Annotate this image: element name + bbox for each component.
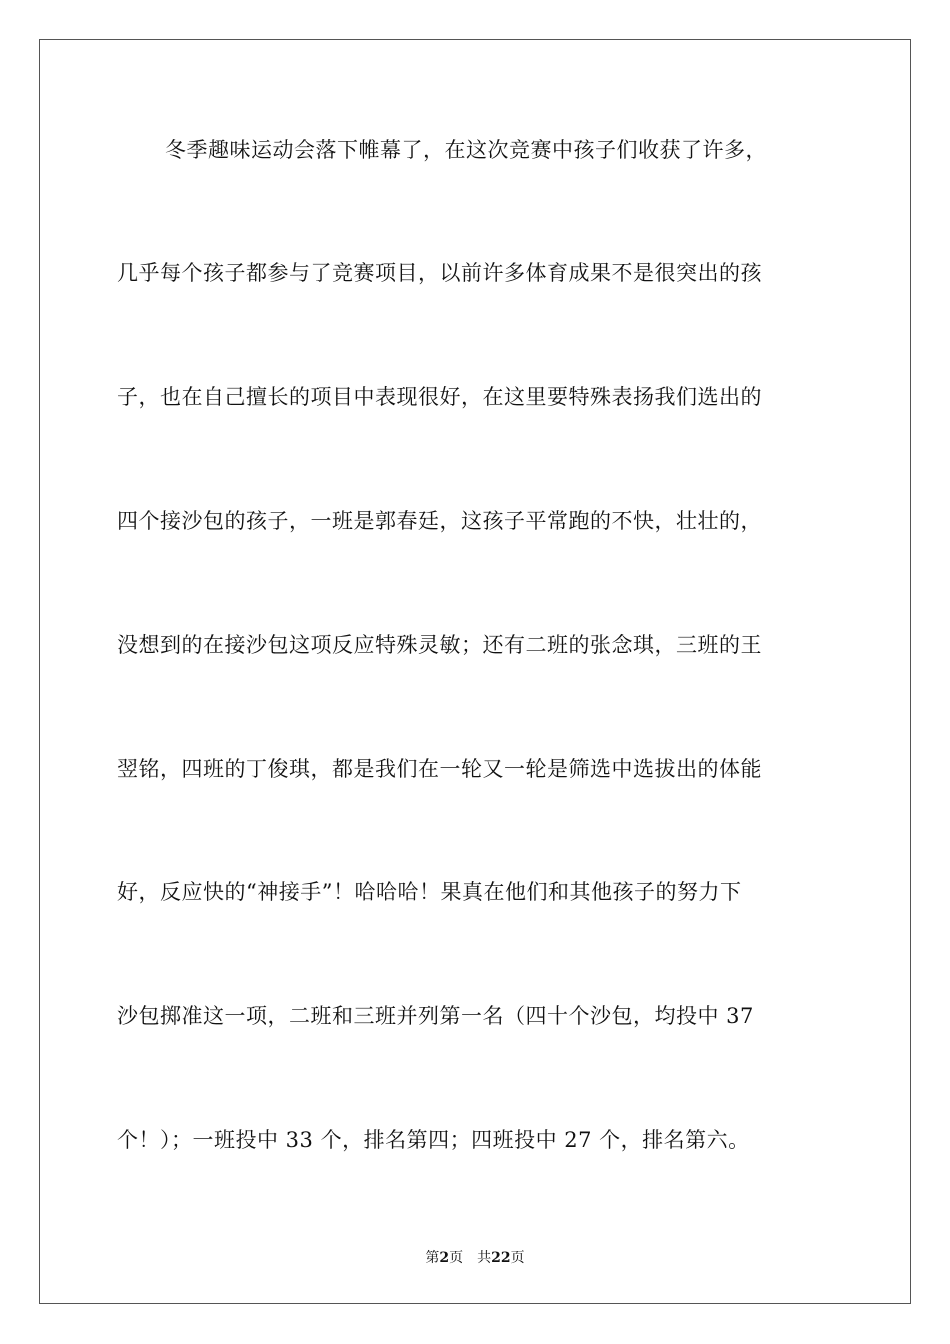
page-label-suffix: 页 xyxy=(449,1250,464,1266)
page-frame xyxy=(39,39,911,1304)
page-number: 2 xyxy=(439,1250,450,1266)
paragraph-line-6: 翌铭，四班的丁俊琪，都是我们在一轮又一轮是筛选中选拔出的体能 xyxy=(117,757,762,781)
paragraph-line-2: 几乎每个孩子都参与了竞赛项目，以前许多体育成果不是很突出的孩 xyxy=(117,261,762,285)
paragraph-line-4: 四个接沙包的孩子，一班是郭春廷，这孩子平常跑的不快，壮壮的， xyxy=(117,509,762,533)
paragraph-line-5: 没想到的在接沙包这项反应特殊灵敏；还有二班的张念琪，三班的王 xyxy=(117,633,762,657)
total-label-suffix: 页 xyxy=(510,1250,525,1266)
paragraph-line-1: 冬季趣味运动会落下帷幕了，在这次竞赛中孩子们收获了许多， xyxy=(165,138,767,162)
paragraph-line-7: 好，反应快的“神接手”！哈哈哈！果真在他们和其他孩子的努力下 xyxy=(117,880,742,904)
page-label-prefix: 第 xyxy=(425,1250,440,1266)
paragraph-line-9: 个！）；一班投中 33 个，排名第四；四班投中 27 个，排名第六。 xyxy=(117,1128,750,1152)
paragraph-line-8: 沙包掷准这一项，二班和三班并列第一名（四十个沙包，均投中 37 xyxy=(117,1004,754,1028)
total-label-prefix: 共 xyxy=(477,1250,492,1266)
paragraph-line-3: 子，也在自己擅长的项目中表现很好，在这里要特殊表扬我们选出的 xyxy=(117,385,762,409)
total-pages: 22 xyxy=(491,1250,511,1266)
page-footer xyxy=(0,1249,950,1267)
